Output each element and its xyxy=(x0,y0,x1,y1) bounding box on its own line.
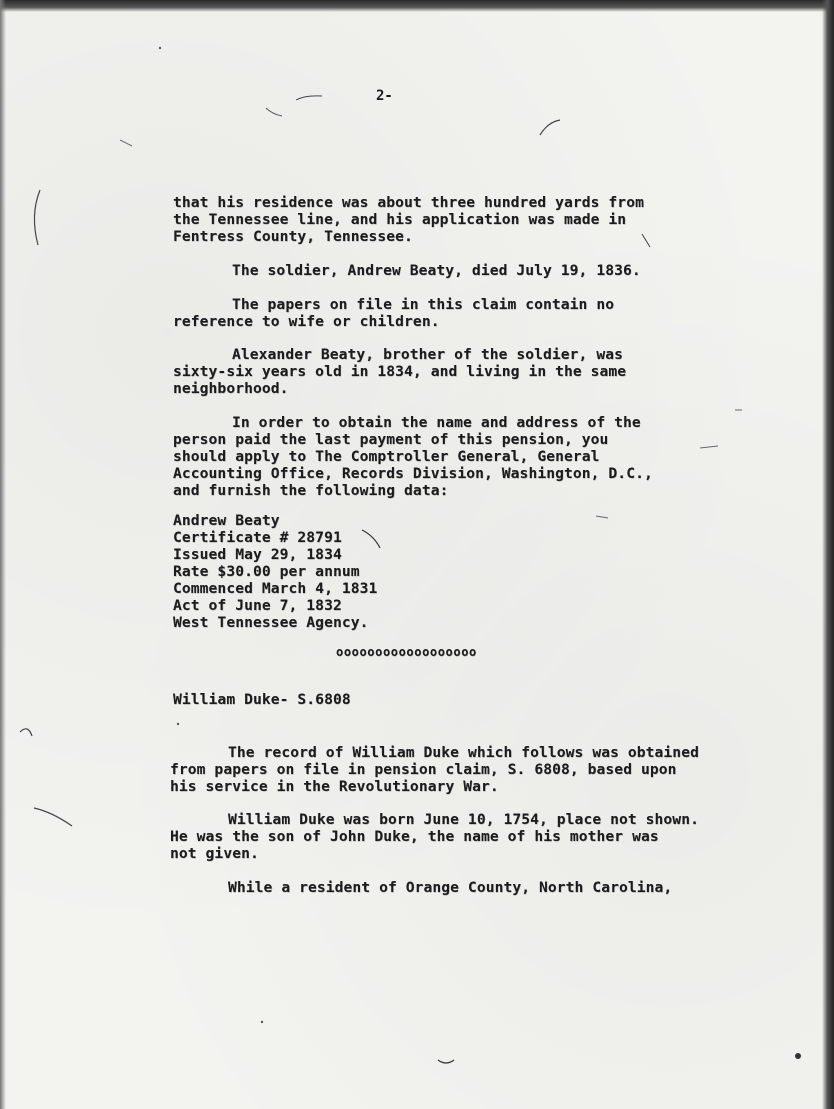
paragraph-line: In order to obtain the name and address of the xyxy=(232,414,641,431)
paragraph-line: Accounting Office, Records Division, Washington, D.C., xyxy=(173,465,653,482)
data-line: West Tennessee Agency. xyxy=(173,614,369,631)
data-line: Issued May 29, 1834 xyxy=(173,546,342,563)
paragraph-line: The papers on file in this claim contain no xyxy=(232,296,615,313)
paragraph-line: person paid the last payment of this pension, you xyxy=(173,431,609,448)
paragraph-line: The record of William Duke which follows was obtained xyxy=(228,744,699,761)
scan-edge-left xyxy=(0,0,6,1109)
paragraph-line: Fentress County, Tennessee. xyxy=(173,228,413,245)
paragraph-line: William Duke was born June 10, 1754, place not shown. xyxy=(228,811,699,828)
paragraph-line: Alexander Beaty, brother of the soldier, was xyxy=(232,346,623,363)
paragraph-line: and furnish the following data: xyxy=(173,482,449,499)
data-line: Andrew Beaty xyxy=(173,512,280,529)
data-line: Act of June 7, 1832 xyxy=(173,597,342,614)
paragraph-line: The soldier, Andrew Beaty, died July 19, 1836. xyxy=(232,262,641,279)
paragraph-line: neighborhood. xyxy=(173,380,289,397)
section-heading: William Duke- S.6808 xyxy=(173,691,351,708)
paragraph-line: that his residence was about three hundred yards from xyxy=(173,194,644,211)
data-line: Rate $30.00 per annum xyxy=(173,563,360,580)
scan-edge-top xyxy=(0,0,834,12)
data-line: Certificate # 28791 xyxy=(173,529,342,546)
paragraph-line: sixty-six years old in 1834, and living in the same xyxy=(173,363,627,380)
scan-edge-right xyxy=(822,0,834,1109)
paragraph-line: reference to wife or children. xyxy=(173,313,440,330)
paragraph-line: his service in the Revolutionary War. xyxy=(170,778,499,795)
paragraph-line: should apply to The Comptroller General, General xyxy=(173,448,600,465)
data-line: Commenced March 4, 1831 xyxy=(173,580,378,597)
page-number: 2- xyxy=(376,88,393,104)
separator: oooooooooooooooooo xyxy=(336,645,477,659)
paragraph-line: not given. xyxy=(170,845,259,862)
paragraph-line: from papers on file in pension claim, S. 6808, based upon xyxy=(170,761,677,778)
paragraph-line: While a resident of Orange County, North Carolina, xyxy=(228,879,673,896)
paragraph-line: He was the son of John Duke, the name of his mother was xyxy=(170,828,659,845)
paragraph-line: the Tennessee line, and his application was made in xyxy=(173,211,627,228)
